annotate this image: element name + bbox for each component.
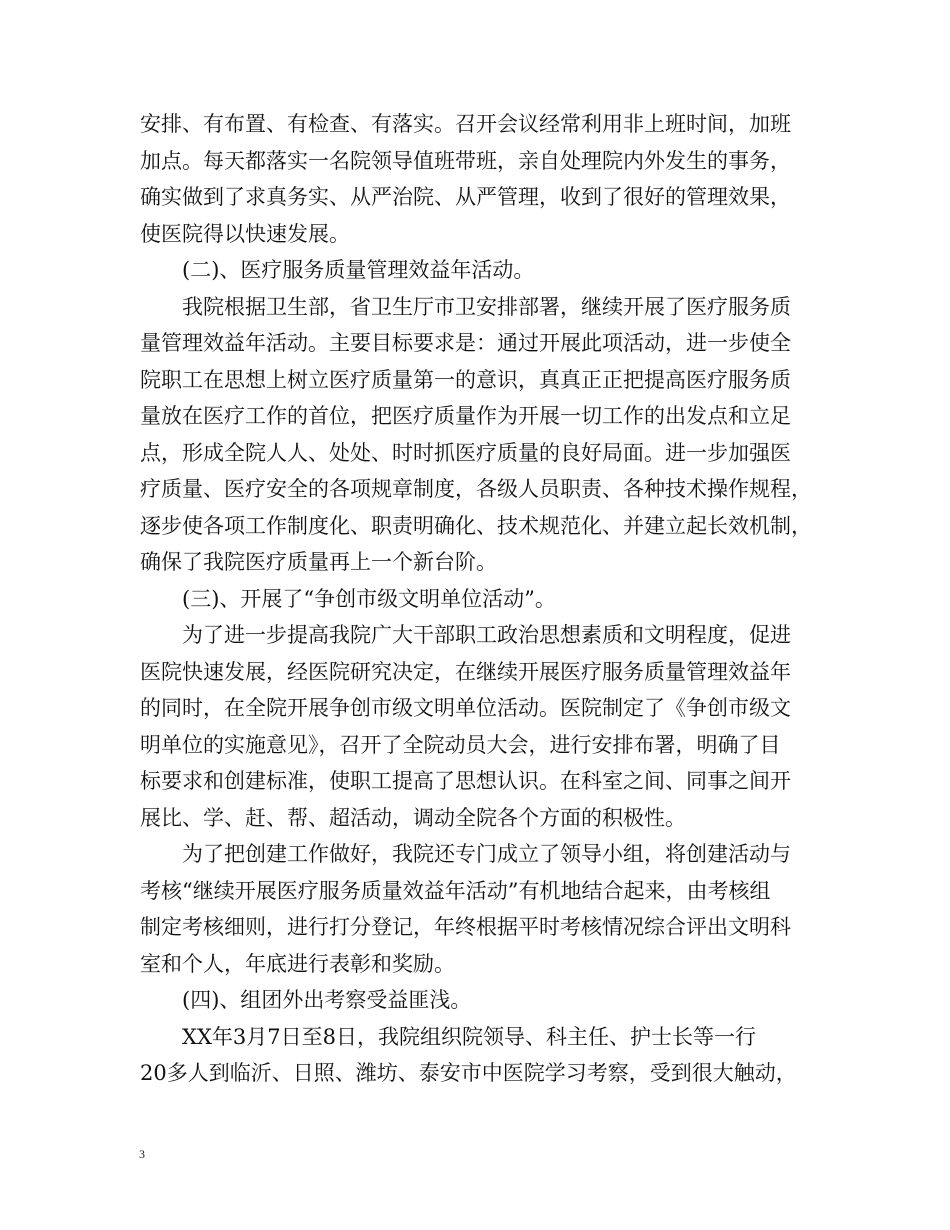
- text-line: 展比、学、赶、帮、超活动，调动全院各个方面的积极性。: [140, 805, 686, 830]
- text-line: 确实做到了求真务实、从严治院、从严管理，收到了很好的管理效果，: [140, 185, 791, 209]
- text-line: 院职工在思想上树立医疗质量第一的意识，真真正正把提高医疗服务质: [140, 367, 791, 392]
- text-line: 室和个人，年底进行表彰和奖励。: [140, 951, 455, 976]
- text-line: 我院根据卫生部，省卫生厅市卫安排部署，继续开展了医疗服务质: [182, 294, 791, 319]
- text-line: 点，形成全院人人、处处、时时抓医疗质量的良好局面。进一步加强医: [140, 440, 791, 465]
- text-line: 安排、有布置、有检查、有落实。召开会议经常利用非上班时间，加班: [140, 112, 791, 136]
- section-heading: (二)、医疗服务质量管理效益年活动。: [182, 258, 535, 282]
- text-line: 逐步使各项工作制度化、职责明确化、技术规范化、并建立起长效机制，: [140, 513, 812, 538]
- text-line: 疗质量、医疗安全的各项规章制度，各级人员职责、各种技术操作规程，: [140, 477, 812, 501]
- body-text: [140, 106, 826, 1092]
- text-line: XX年3月7日至8日，我院组织院领导、科主任、护士长等一行: [182, 1024, 756, 1049]
- page-number: 3: [139, 1147, 145, 1161]
- text-line: 使医院得以快速发展。: [140, 221, 350, 246]
- section-heading: (四)、组团外出考察受益匪浅。: [182, 988, 472, 1012]
- text-line: 标要求和创建标准，使职工提高了思想认识。在科室之间、同事之间开: [140, 769, 791, 793]
- text-line: 考核“继续开展医疗服务质量效益年活动”有机地结合起来，由考核组: [140, 878, 771, 903]
- text-line: 20多人到临沂、日照、潍坊、泰安市中医院学习考察，受到很大触动，: [140, 1061, 797, 1085]
- text-line: 制定考核细则，进行打分登记，年终根据平时考核情况综合评出文明科: [140, 915, 791, 939]
- section-heading: (三)、开展了“争创市级文明单位活动”。: [182, 586, 556, 611]
- text-line: 加点。每天都落实一名院领导值班带班，亲自处理院内外发生的事务，: [140, 148, 791, 173]
- text-line: 明单位的实施意见》，召开了全院动员大会，进行安排布署，明确了目: [140, 732, 781, 757]
- text-line: 为了进一步提高我院广大干部职工政治思想素质和文明程度，促进: [182, 623, 791, 647]
- text-line: 量管理效益年活动。主要目标要求是：通过开展此项活动，进一步使全: [140, 331, 791, 355]
- text-line: 医院快速发展，经医院研究决定，在继续开展医疗服务质量管理效益年: [140, 659, 791, 684]
- text-line: 的同时，在全院开展争创市级文明单位活动。医院制定了《争创市级文: [140, 696, 791, 720]
- text-line: 确保了我院医疗质量再上一个新台阶。: [140, 550, 497, 574]
- text-line: 量放在医疗工作的首位，把医疗质量作为开展一切工作的出发点和立足: [140, 404, 791, 428]
- text-line: 为了把创建工作做好，我院还专门成立了领导小组，将创建活动与: [182, 842, 791, 866]
